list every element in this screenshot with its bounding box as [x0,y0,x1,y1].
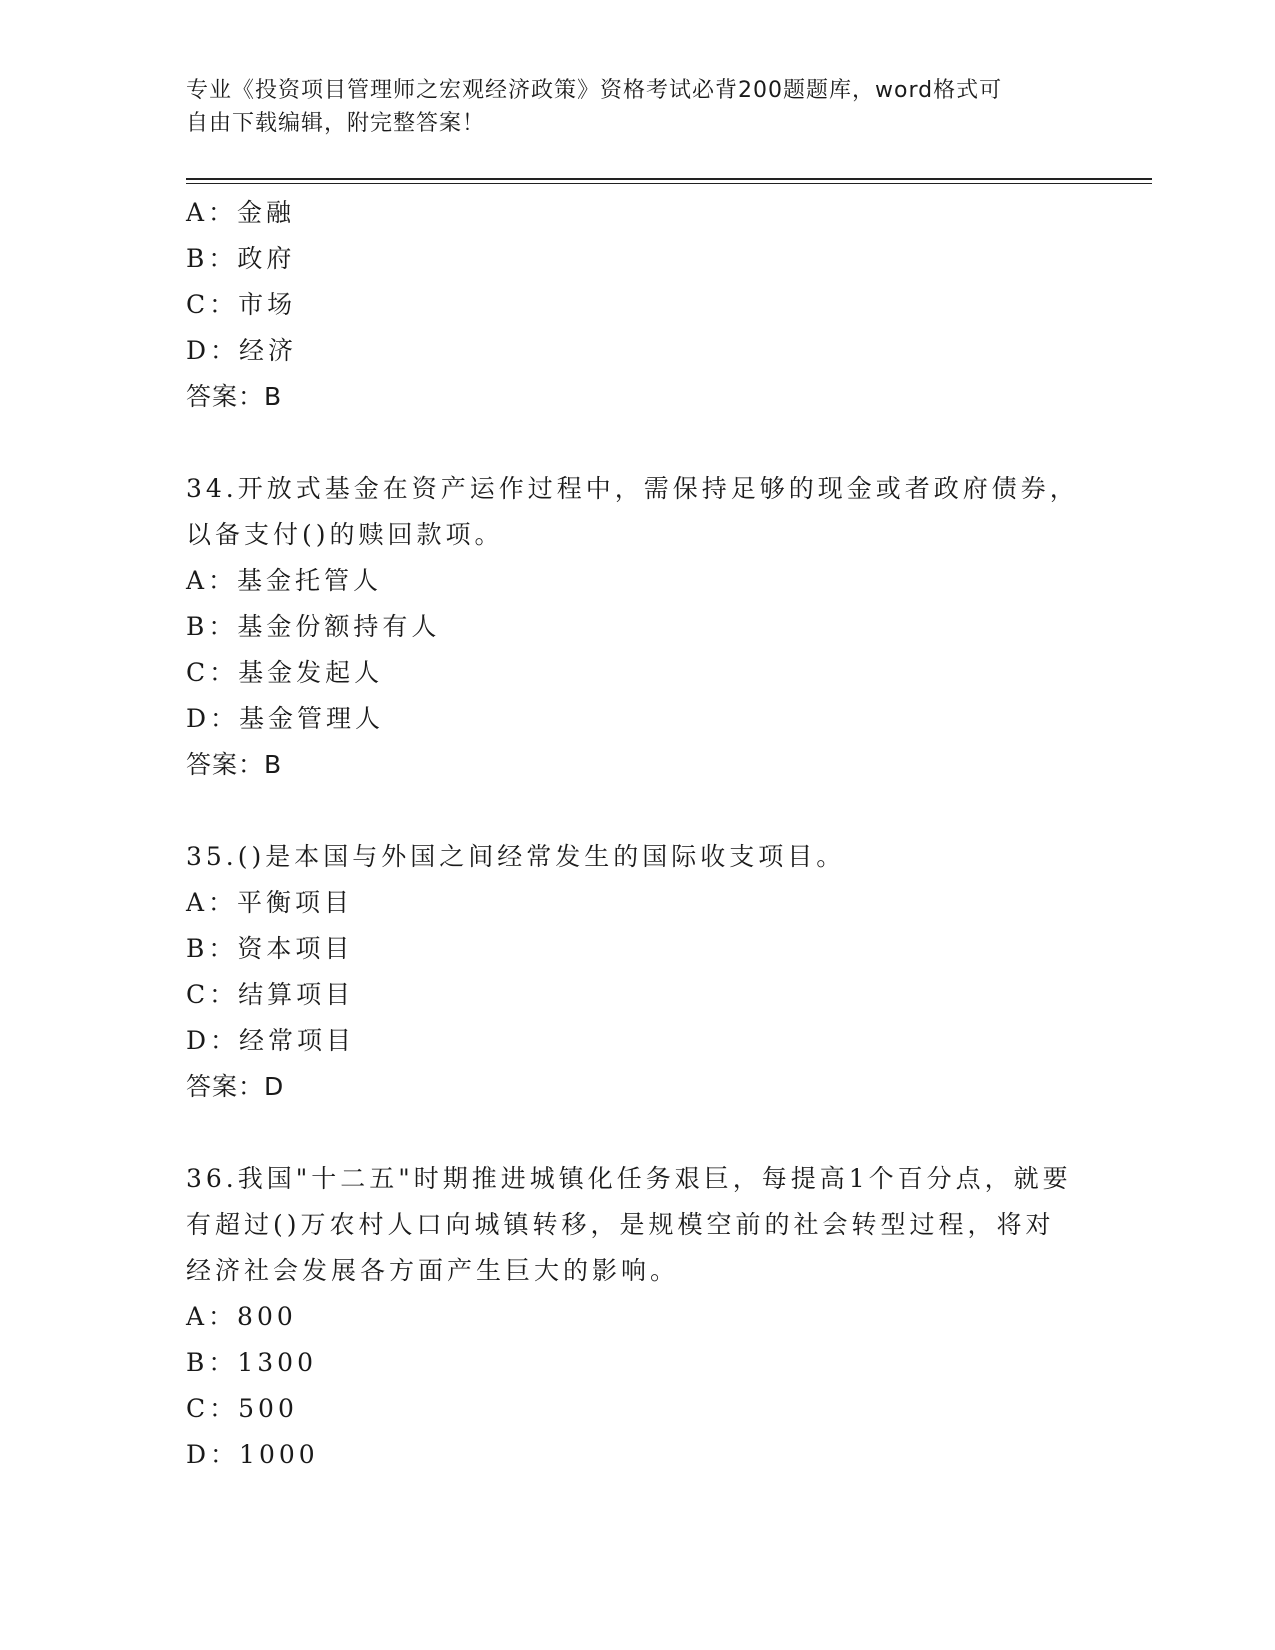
question-text-line: 有超过()万农村人口向城镇转移，是规模空前的社会转型过程，将对 [186,1210,1055,1239]
answer-33: 答案：B [186,382,283,411]
document-header [186,74,1066,140]
header-line-2: 自由下载编辑，附完整答案！ [186,111,486,136]
header-rule-thin [186,183,1152,184]
question-text-line: 36.我国"十二五"时期推进城镇化任务艰巨，每提高1个百分点，就要 [186,1164,1072,1193]
header-rule-thick [186,178,1152,180]
option-a: A：平衡项目 [186,888,354,917]
option-b: B：基金份额持有人 [186,612,441,641]
option-d: D：经常项目 [186,1026,356,1055]
option-b: B：1300 [186,1348,317,1377]
header-line-1: 专业《投资项目管理师之宏观经济政策》资格考试必背200题题库，word格式可 [186,78,1003,103]
option-b: B：政府 [186,244,296,273]
option-b: B：资本项目 [186,934,354,963]
answer-34: 答案：B [186,750,283,779]
option-c: C：结算项目 [186,980,355,1009]
option-d: D：经济 [186,336,298,365]
option-d: D：基金管理人 [186,704,385,733]
question-text-line: 35.()是本国与外国之间经常发生的国际收支项目。 [186,842,846,871]
option-c: C：市场 [186,290,297,319]
question-35 [186,834,1086,1110]
question-list [186,190,1086,1478]
option-c: C：基金发起人 [186,658,384,687]
option-a: A：800 [186,1302,297,1331]
option-d: D：1000 [186,1440,319,1469]
question-36 [186,1156,1086,1478]
option-a: A：基金托管人 [186,566,383,595]
question-34 [186,466,1086,788]
question-text-line: 34.开放式基金在资产运作过程中，需保持足够的现金或者政府债券， [186,474,1079,503]
question-33 [186,190,1086,420]
option-c: C：500 [186,1394,298,1423]
question-text-line: 以备支付()的赎回款项。 [186,520,504,549]
option-a: A：金融 [186,198,296,227]
answer-35: 答案：D [186,1072,285,1101]
question-text-line: 经济社会发展各方面产生巨大的影响。 [186,1256,680,1285]
